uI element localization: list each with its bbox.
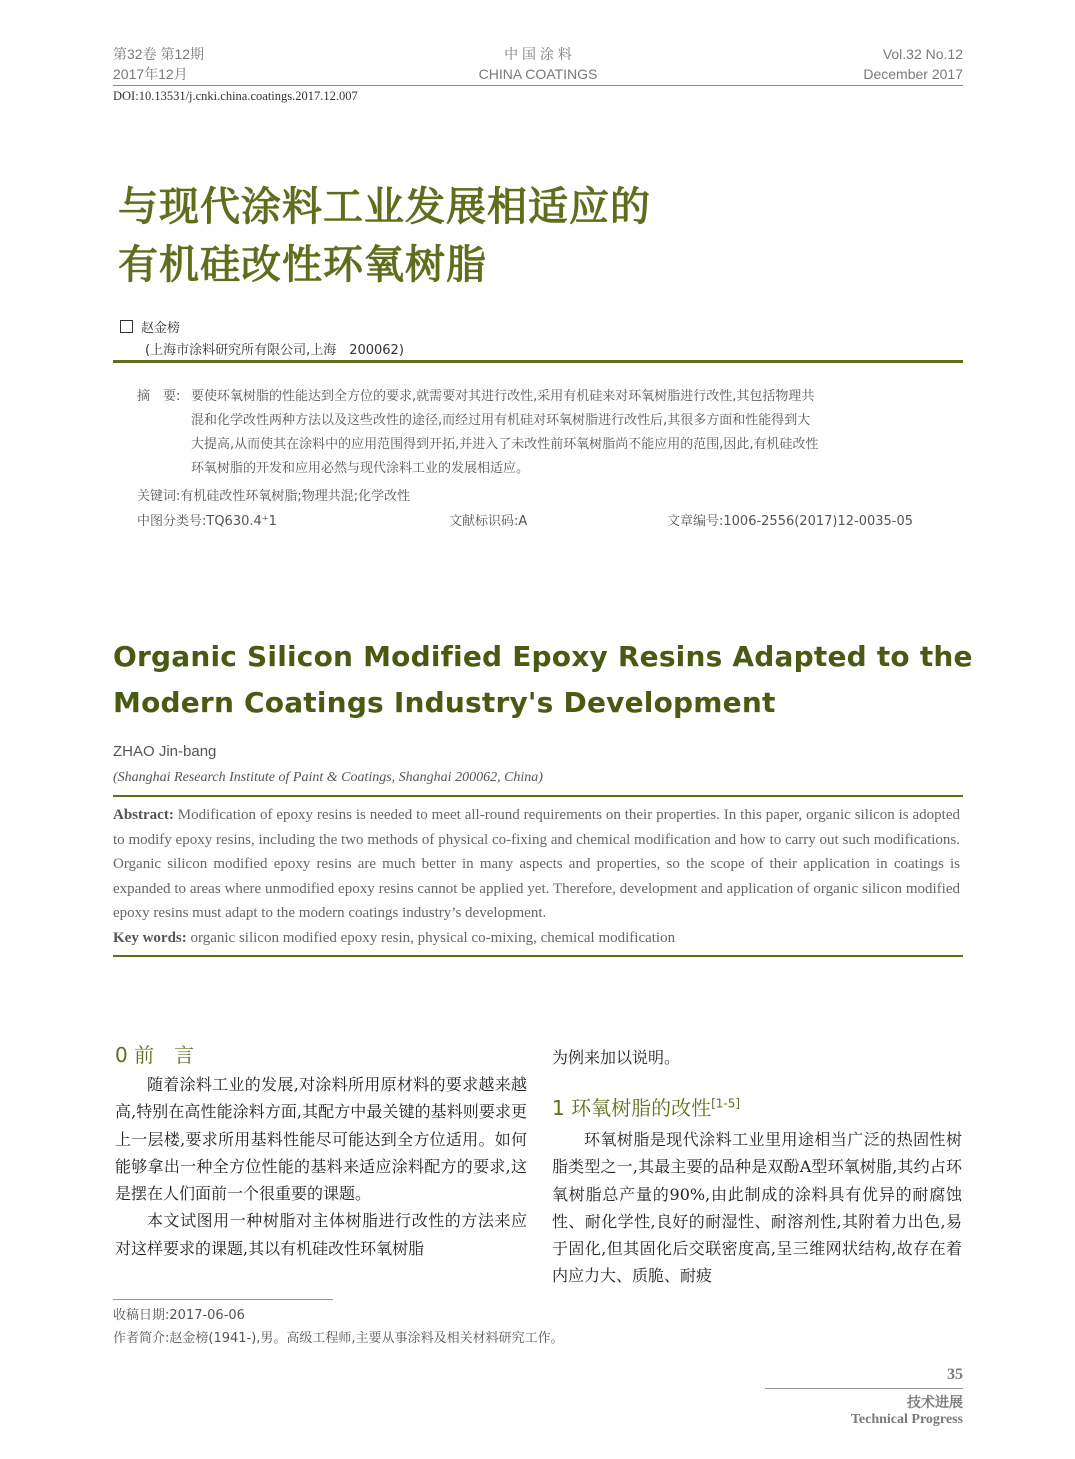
abstract-bottom-rule bbox=[113, 955, 963, 957]
section-0-paragraph: 随着涂料工业的发展,对涂料所用原材料的要求越来越高,特别在高性能涂料方面,其配方中最关键的基料则要求更上一层楼,要求所用基料性能尽可能达到全方位适用。如何能够拿出一种全方位性能的基料来适应涂料配方的要求,这是摆在人们面前一个很重要的课题。 bbox=[115, 1075, 527, 1204]
header-volume-zh: 第32卷 第12期 bbox=[113, 46, 205, 62]
header-journal-zh: 中 国 涂 料 bbox=[504, 46, 572, 62]
title-rule bbox=[113, 360, 963, 363]
page-number: 35 bbox=[947, 1366, 963, 1383]
title-en-line1: Organic Silicon Modified Epoxy Resins Adapted to the bbox=[113, 640, 973, 673]
title-zh-line2: 有机硅改性环氧树脂 bbox=[118, 242, 487, 288]
footnote-rule bbox=[113, 1299, 333, 1300]
header-date-en: December 2017 bbox=[863, 66, 963, 82]
author-bio: 作者简介:赵金榜(1941-),男。高级工程师,主要从事涂料及相关材料研究工作。 bbox=[113, 1331, 564, 1346]
header-date-zh: 2017年12月 bbox=[113, 66, 188, 82]
title-zh-line1: 与现代涂料工业发展相适应的 bbox=[118, 184, 651, 230]
abstract-en bbox=[113, 803, 960, 950]
section-0-heading: 0 前 言 bbox=[115, 1043, 195, 1067]
header-journal-en: CHINA COATINGS bbox=[478, 66, 598, 82]
abstract-zh-line: 大提高,从而使其在涂料中的应用范围得到开拓,并进入了未改性前环氧树脂尚不能应用的范围,因此,有机硅改性 bbox=[191, 437, 819, 452]
keywords-en-text: organic silicon modified epoxy resin, physical co-mixing, chemical modification bbox=[186, 929, 676, 946]
section-1-paragraph: 环氧树脂是现代涂料工业里用途相当广泛的热固性树脂类型之一,其最主要的品种是双酚A型环氧树脂,其约占环氧树脂总产量的90%,由此制成的涂料具有优异的耐腐蚀性、耐化学性,良好的耐湿性、耐溶剂性,其附着力出色,易于固化,但其固化后交联密度高,呈三维网状结构,故存在着内应力大、质脆、耐疲 bbox=[552, 1130, 962, 1286]
received-date: 收稿日期:2017-06-06 bbox=[113, 1308, 245, 1323]
section-name-en: Technical Progress bbox=[850, 1412, 963, 1427]
abstract-zh bbox=[137, 385, 937, 481]
header-volume bbox=[113, 44, 204, 84]
title-zh bbox=[118, 178, 651, 294]
abstract-en-label: Abstract: bbox=[113, 807, 174, 823]
abstract-zh-line: 混和化学改性两种方法以及这些改性的途径,而经过用有机硅对环氧树脂进行改性后,其很多方面和性能得到大 bbox=[191, 413, 811, 428]
abstract-zh-label: 摘 要: bbox=[137, 389, 181, 404]
keywords-zh: 关键词:有机硅改性环氧树脂;物理共混;化学改性 bbox=[137, 489, 411, 504]
header-journal bbox=[438, 44, 638, 84]
affiliation-zh: (上海市涂料研究所有限公司,上海 200062) bbox=[145, 343, 404, 358]
section-0-paragraph: 本文试图用一种树脂对主体树脂进行改性的方法来应对这样要求的课题,其以有机硅改性环氧树脂 bbox=[115, 1211, 527, 1258]
abstract-zh-line: 要使环氧树脂的性能达到全方位的要求,就需要对其进行改性,采用有机硅来对环氧树脂进行改性,其包括物理共 bbox=[191, 389, 815, 404]
section-1-title: 1 环氧树脂的改性 bbox=[552, 1096, 712, 1120]
abstract-en-text: Modification of epoxy resins is needed to meet all-round requirements on their properties. In this paper, organic silicon is adopted to modify epoxy resins, including the two methods of physical co-fixing and chemical modification and how to carry out such modifications. Organic silicon modified epoxy resins are much better in many aspects and properties, so the scope of their application in coatings is expanded to areas where unmodified epoxy resins cannot be applied yet. Therefore, development and application of organic silicon modified epoxy resins must adapt to the modern coatings industry’s development. bbox=[113, 807, 960, 921]
classification-number: 中图分类号:TQ630.4⁺1 bbox=[137, 514, 277, 529]
header-rule bbox=[113, 85, 963, 86]
square-icon bbox=[120, 320, 133, 333]
document-code: 文献标识码:A bbox=[449, 514, 528, 529]
author-zh-line bbox=[120, 317, 180, 336]
keywords-en-label: Key words: bbox=[113, 929, 187, 946]
left-column bbox=[115, 1071, 527, 1262]
abstract-top-rule bbox=[113, 795, 963, 797]
abstract-zh-line: 环氧树脂的开发和应用必然与现代涂料工业的发展相适应。 bbox=[191, 461, 530, 476]
doi: DOI:10.13531/j.cnki.china.coatings.2017.12.007 bbox=[113, 89, 358, 103]
right-column-continuation: 为例来加以说明。 bbox=[552, 1048, 681, 1067]
author-zh: 赵金榜 bbox=[141, 321, 181, 336]
title-en-line2: Modern Coatings Industry's Development bbox=[113, 686, 776, 719]
section-1-heading bbox=[552, 1092, 740, 1121]
header-volume-en bbox=[763, 44, 963, 84]
section-1-reference: [1-5] bbox=[711, 1096, 741, 1111]
article-number: 文章编号:1006-2556(2017)12-0035-05 bbox=[667, 514, 914, 529]
section-name-zh: 技术进展 bbox=[907, 1395, 963, 1411]
title-en bbox=[113, 634, 973, 726]
affiliation-en: (Shanghai Research Institute of Paint & Coatings, Shanghai 200062, China) bbox=[113, 770, 543, 785]
page-footer-rule bbox=[765, 1388, 963, 1389]
author-en: ZHAO Jin-bang bbox=[113, 743, 217, 760]
header-vol-no: Vol.32 No.12 bbox=[882, 46, 963, 62]
